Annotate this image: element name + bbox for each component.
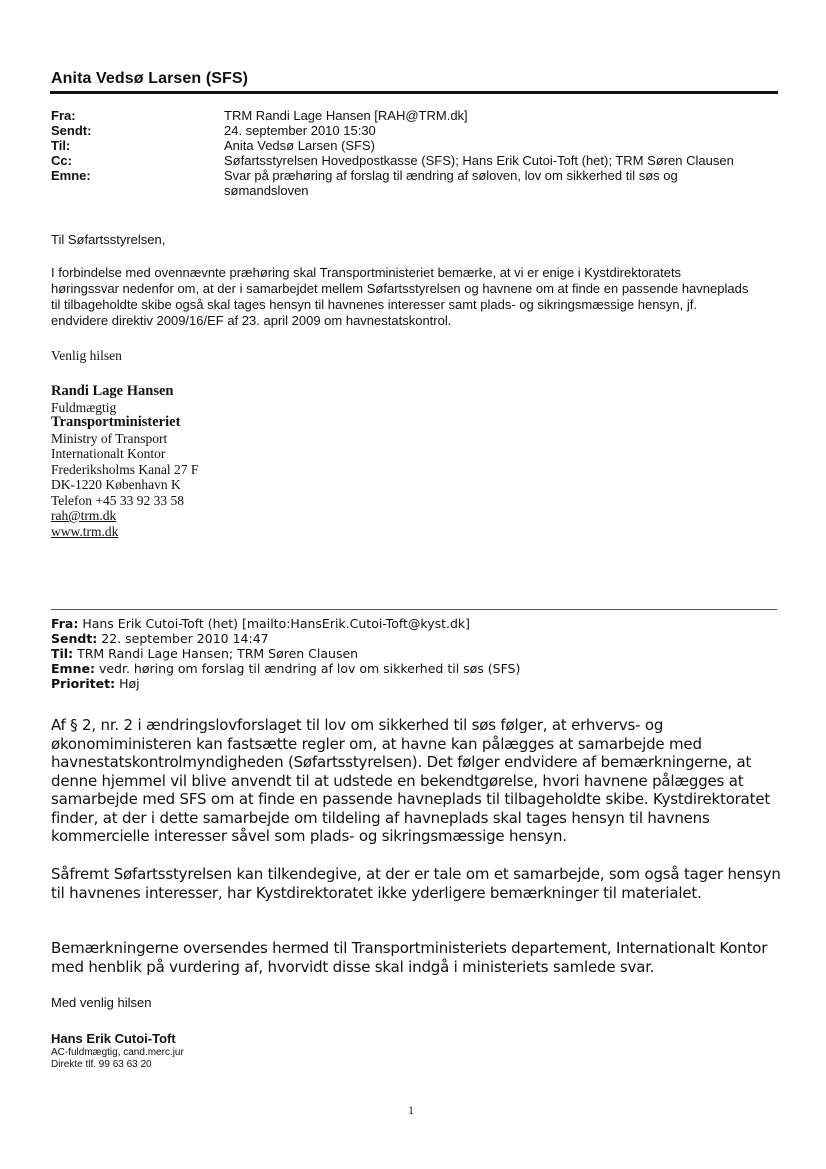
signature-org-en: Ministry of Transport <box>51 430 168 446</box>
forwarded-from-row <box>51 616 771 631</box>
forwarded-subject-value: vedr. høring om forslag til ændring af lov om sikkerhed til søs (SFS) <box>98 661 521 676</box>
page-number: 1 <box>408 1103 414 1117</box>
forwarded-to-row <box>51 646 771 661</box>
forwarded-paragraph-2: Såfremt Søfartsstyrelsen kan tilkendegive, at der er tale om et samarbejde, som også tager hensyn til havnenes interesser, har Kystdirektoratet ikke yderligere bemærkninger til materialet. <box>51 865 781 902</box>
document-title: Anita Vedsø Larsen (SFS) <box>51 70 249 87</box>
header-from-label: Fra: <box>51 108 76 123</box>
forwarded-priority-row <box>51 676 771 691</box>
forwarded-signature <box>51 1031 184 1071</box>
signature-dept: Internationalt Kontor <box>51 446 166 461</box>
forwarded-from-value: Hans Erik Cutoi-Toft (het) [mailto:HansErik.Cutoi-Toft@kyst.dk] <box>82 616 471 631</box>
forwarded-sent-label: Sendt: <box>51 631 98 646</box>
forwarded-subject-row <box>51 661 771 676</box>
signature-name: Randi Lage Hansen <box>51 383 174 399</box>
forwarded-sent-row <box>51 631 771 646</box>
signature-phone: Telefon +45 33 92 33 58 <box>51 492 185 508</box>
signature-org: Transportministeriet <box>51 414 181 430</box>
header-subject-value: Svar på præhøring af forslag til ændring af søloven, lov om sikkerhed til søs og sømandsloven <box>224 168 678 198</box>
header-to-value: Anita Vedsø Larsen (SFS) <box>224 138 376 153</box>
forwarded-to-value: TRM Randi Lage Hansen; TRM Søren Clausen <box>77 646 359 661</box>
signature-city: DK-1220 København K <box>51 477 181 492</box>
forwarded-subject-label: Emne: <box>51 661 95 676</box>
forwarded-signature-name: Hans Erik Cutoi-Toft <box>51 1031 176 1046</box>
header-from-value: TRM Randi Lage Hansen [RAH@TRM.dk] <box>224 108 468 123</box>
forwarded-sent-value: 22. september 2010 14:47 <box>101 631 269 646</box>
forwarded-closing: Med venlig hilsen <box>51 995 152 1010</box>
title-rule <box>50 91 778 94</box>
header-sent-value: 24. september 2010 15:30 <box>224 123 376 138</box>
signature-email-link[interactable]: rah@trm.dk <box>51 508 117 523</box>
forwarded-to-label: Til: <box>51 646 74 661</box>
forwarded-priority-label: Prioritet: <box>51 676 116 691</box>
header-sent-label: Sendt: <box>51 123 92 138</box>
signature-street: Frederiksholms Kanal 27 F <box>51 461 199 477</box>
forwarded-header <box>51 616 771 691</box>
greeting: Til Søfartsstyrelsen, <box>51 232 166 247</box>
signature-web-link[interactable]: www.trm.dk <box>51 523 119 539</box>
signature-block <box>51 384 451 539</box>
header-subject-label: Emne: <box>51 168 91 183</box>
forwarded-from-label: Fra: <box>51 616 79 631</box>
forwarded-priority-value: Høj <box>119 676 140 691</box>
signature-role: Fuldmægtig <box>51 399 117 415</box>
forwarded-paragraph-1: Af § 2, nr. 2 i ændringslovforslaget til lov om sikkerhed til søs følger, at erhvervs- og økonomiministeren kan fastsætte regler om, at havne kan pålægges at samarbejde med havnestatskontrolmyndigheden (Søfartsstyrelsen). Det følger endvidere af bemærkningerne, at denne hjemmel vil blive anvendt til at udstede en bekendtgørelse, hvori havnene pålægges at samarbejde med SFS om at finde en passende havneplads til tilbageholdte skibe. Kystdirektoratet finder, at der i dette samarbejde om tildeling af havneplads skal tages hensyn til havnens kommercielle interesser såvel som plads- og sikringsmæssige hensyn. <box>51 716 771 845</box>
header-cc-label: Cc: <box>51 153 72 168</box>
forward-separator <box>51 609 777 610</box>
forwarded-signature-title: AC-fuldmægtig, cand.merc.jur <box>51 1047 184 1058</box>
body-paragraph: I forbindelse med ovennævnte præhøring skal Transportministeriet bemærke, at vi er enige i Kystdirektoratets høringssvar nedenfor om, at der i samarbejdet mellem Søfartsstyrelsen og havnene om at finde en passende havneplads til tilbageholdte skibe også skal tages hensyn til havnenes interesser samt plads- og sikringsmæssige hensyn, jf. endvidere direktiv 2009/16/EF af 23. april 2009 om havnestatskontrol. <box>51 265 749 328</box>
header-cc-value: Søfartsstyrelsen Hovedpostkasse (SFS); Hans Erik Cutoi-Toft (het); TRM Søren Clausen <box>224 153 734 168</box>
header-to-label: Til: <box>51 138 71 153</box>
forwarded-signature-phone: Direkte tlf. 99 63 63 20 <box>51 1059 152 1070</box>
closing: Venlig hilsen <box>51 348 122 363</box>
forwarded-paragraph-3: Bemærkningerne oversendes hermed til Transportministeriets departement, Internationalt Kontor med henblik på vurdering af, hvorvidt disse skal indgå i ministeriets samlede svar. <box>51 939 768 976</box>
